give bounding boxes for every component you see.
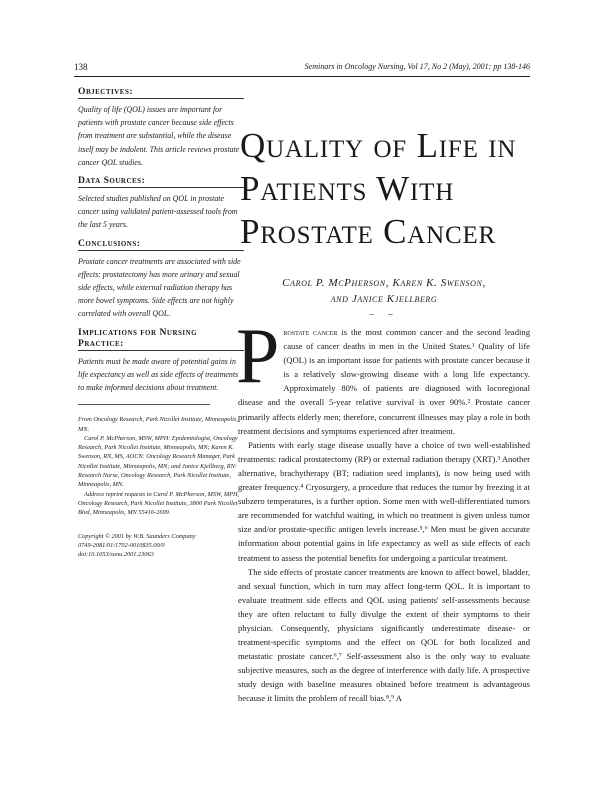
article-authors [238, 275, 530, 307]
abstract-sidebar [78, 86, 244, 559]
objectives-heading: Objectives: [78, 86, 244, 99]
body-paragraph-2: Patients with early stage disease usually have a choice of two well-established treatments: radical prostatectomy (RP) or external radiation therapy (XRT).³ Another alternative, brachytherapy (BT; radiation seed implants), is now being used with greater frequency.⁴ Cryosurgery, a procedure that reduces the tumor by freezing it at subzero temperatures, is a further option. Some men with well-differentiated tumors are recommended for watchful waiting, in which no treatment is given unless tumor size and/or prostate-specific antigen levels increase.⁵,⁶ Men must be given accurate information about potential gains in life expectancy as well as side effects of each treatment to assess the potential benefits for undergoing a particular treatment. [238, 439, 530, 563]
implications-text: Patients must be made aware of potential gains in life expectancy as well as side effects of treatments to make informed decisions about treatment. [78, 356, 239, 393]
affiliation-institute: From Oncology Research, Park Nicollet Institute, Minneapolis, MN. [78, 416, 238, 433]
running-head: Seminars in Oncology Nursing, Vol 17, No 2 (May), 2001: pp 138-146 [304, 62, 530, 71]
body-paragraph-3: The side effects of prostate cancer treatments are known to affect bowel, bladder, and sexual function, which in turn may affect long-term QOL. It is important to evaluate treatment side effects and QOL using patients' self-assessments because they are often reluctant to fully divulge the extent of their symptoms to their physician. Consequently, physicians significantly underestimate disease- or treatment-specific symptoms and the effect on QOL for both localized and metastatic prostate cancer.⁶,⁷ Self-assessment also is the only way to evaluate subjective measures, such as the degree of interference with daily life. A prospective study design with baseline measures obtained before treatment is advantageous because it limits the problem of recall bias.⁸,⁹ A [238, 566, 530, 704]
drop-cap: P [236, 312, 280, 399]
paragraph-1-text: is the most common cancer and the second leading cause of cancer deaths in men in the United States.¹ Quality of life (QOL) is an important issue for patients with prostate cancer because it is a relatively slow-growing disease with a long life expectancy. Approximately 80% of patients are diagnosed with locoregional disease and the overall 5-year relative survival is over 90%.² Prostate cancer primarily affects elderly men; therefore, concurrent illnesses may play a role in both treatment decisions and symptoms experienced after treatment. [238, 327, 530, 436]
sidebar-section-objectives [78, 86, 244, 169]
sidebar-section-conclusions [78, 238, 244, 321]
lead-in-caps: rostate cancer [283, 327, 338, 337]
authors-line-1: Carol P. McPherson, Karen K. Swenson, [282, 277, 486, 289]
article-main [238, 88, 530, 706]
page-number: 138 [74, 62, 88, 72]
conclusions-heading: Conclusions: [78, 238, 244, 251]
objectives-text: Quality of life (QOL) issues are important for patients with prostate cancer because side effects from treatment are substantial, while the disease itself may be indolent. This article reviews prostate cancer QOL studies. [78, 105, 240, 167]
title-ornament: – – [369, 309, 399, 319]
body-paragraph-1 [236, 312, 530, 438]
conclusions-text: Prostate cancer treatments are associated with side effects: prostatectomy has more urinary and sexual side effects, while external radiation therapy has more bowel symptoms. Side effects are not highly correlated with overall QOL. [78, 256, 241, 319]
data-sources-text: Selected studies published on QOL in prostate cancer using validated patient-assessed tools from the last 5 years. [78, 194, 238, 230]
authors-line-2: and Janice Kjellberg [330, 293, 438, 305]
issn-line: 0749-2081/01/1702-0010$35.00/0 [78, 541, 165, 549]
copyright-block [78, 532, 244, 559]
doi-line: doi:10.1053/sonu.2001.23063 [78, 550, 154, 558]
affiliation-reprints: Address reprint requests to Carol P. McPherson, MSW, MPH, Oncology Research, Park Nicollet Institute, 3800 Park Nicollet Blvd, Minneapolis, MN 55416-2699. [78, 490, 240, 517]
data-sources-heading: Data Sources: [78, 175, 244, 188]
article-body [236, 312, 530, 706]
sidebar-section-implications [78, 327, 244, 395]
implications-heading: Implications for Nursing Practice: [78, 327, 244, 351]
sidebar-divider [78, 404, 210, 405]
article-title: Quality of Life in Patients With Prostate Cancer [240, 126, 517, 251]
copyright-line: Copyright © 2001 by W.B. Saunders Company [78, 532, 196, 540]
sidebar-section-data-sources [78, 175, 244, 232]
affiliation-authors: Carol P. McPherson, MSW, MPH: Epidemiologist, Oncology Research, Park Nicollet Institute, Minneapolis, MN; Karen K. Swenson, RN, MS, AOCN: Oncology Research Manager, Park Nicollet Institute, Minneapolis, MN; and Janice Kjellberg, RN: Research Nurse, Oncology Research, Park Nicollet Institute, Minneapolis, MN. [78, 434, 238, 489]
header-rule [74, 76, 530, 77]
